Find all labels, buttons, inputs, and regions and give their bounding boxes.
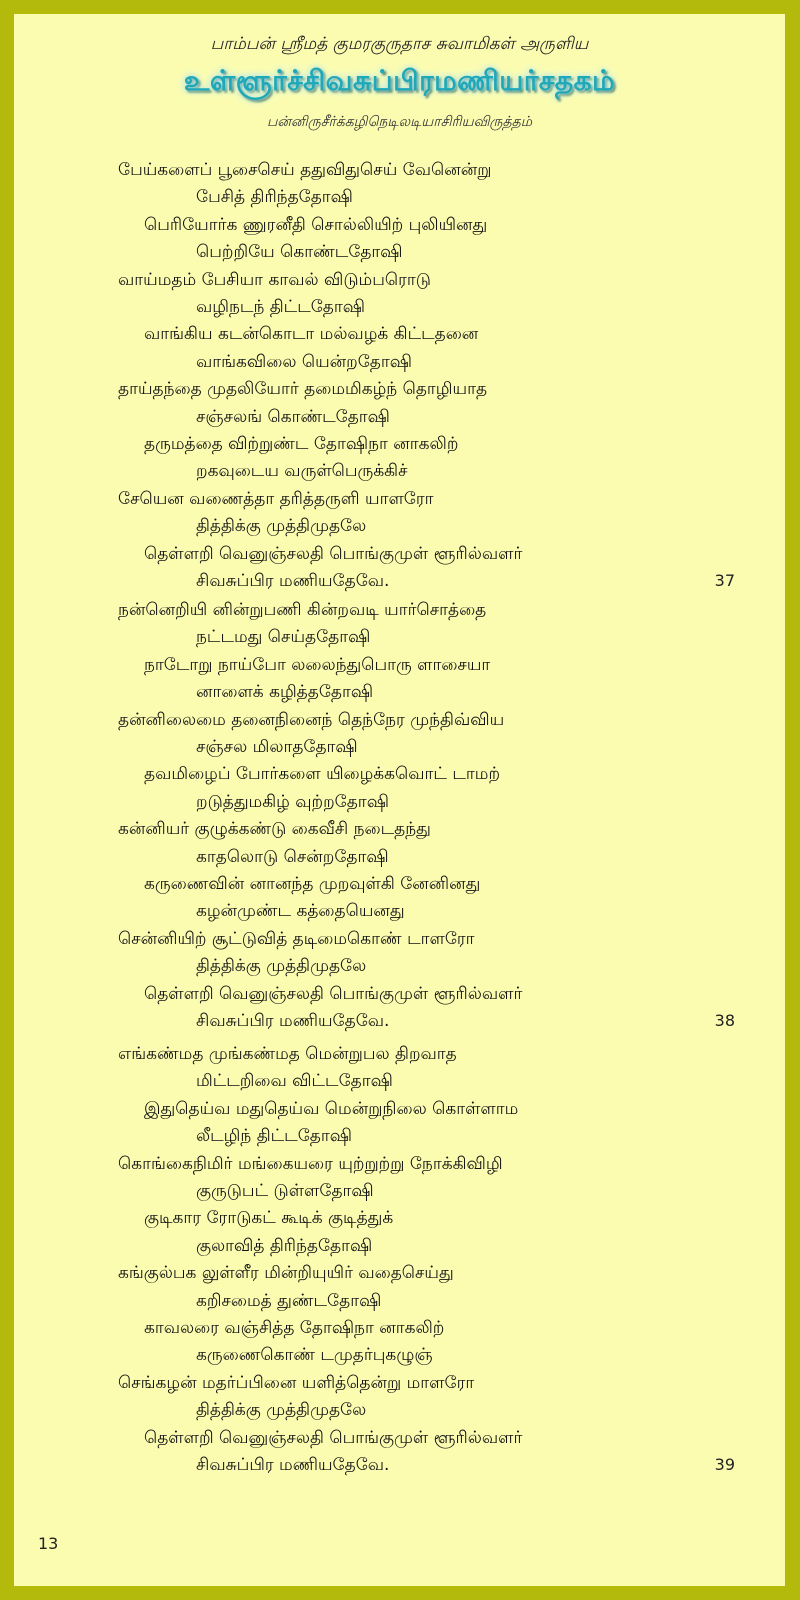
verse-line: தாய்தந்தை முதலியோர் தமைமிகழ்ந் தொழியாத [118, 379, 488, 400]
verse-line: எங்கண்மத முங்கண்மத மென்றுபல திறவாத [118, 1044, 457, 1064]
verse-line: பேசித் திரிந்ததோஷி [196, 187, 353, 208]
verse-line: கறிசமைத் துண்டதோஷி [196, 1290, 382, 1311]
verse-line: சிவசுப்பிர மணியதேவே. [196, 571, 390, 591]
verse-line: கொங்கைநிமிர் மங்கையரை யுற்றுற்று நோக்கிவிழி [118, 1153, 503, 1174]
verse-line: காவலரை வஞ்சித்த தோஷிநா னாகலிற் [144, 1318, 445, 1338]
verse-line: வழிநடந் திட்டதோஷி [196, 297, 365, 317]
verse-line: தவமிழைப் போர்களை யிழைக்கவொட் டாமற் [144, 764, 501, 785]
verse-line: சேயென வணைத்தா தரித்தருளி யாளரோ [118, 488, 434, 509]
verse-line: தெள்ளறி வெனுஞ்சலதி பொங்குமுள் ளூரில்வளர் [144, 543, 523, 564]
verse-line: தன்னிலைமை தனைநினைந் தெந்நேர முந்திவ்விய [118, 709, 505, 730]
verse-line: குடிகார ரோடுகட் கூடிக் குடித்துக் [144, 1208, 394, 1229]
verse-line: நன்னெறியி னின்றுபணி கின்றவடி யார்சொத்தை [118, 600, 487, 620]
verse-line: சிவசுப்பிர மணியதேவே. [196, 1455, 390, 1475]
verse-line: நாடோறு நாய்போ லலைந்துபொரு ளாசையா [144, 654, 491, 675]
header-attribution: பாம்பன் ஸ்ரீமத் குமரகுருதாச சுவாமிகள் அருளிய [210, 34, 589, 54]
verse-line: மிட்டறிவை விட்டதோஷி [196, 1071, 393, 1092]
verse-line: பேய்களைப் பூசைசெய் ததுவிதுசெய் வேனென்று [118, 160, 492, 180]
page-number: 13 [38, 1534, 59, 1553]
verse-line: குலாவித் திரிந்ததோஷி [196, 1235, 373, 1256]
verse-line: சஞ்சலங் கொண்டதோஷி [196, 406, 390, 427]
verse-number: 38 [714, 1011, 735, 1030]
verse-line: காதலொடு சென்றதோஷி [196, 846, 389, 867]
verse-line: கன்னியர் குழுக்கண்டு கைவீசி நடைதந்து [118, 819, 431, 840]
verse-line: தித்திக்கு முத்திமுதலே [196, 1400, 367, 1421]
page-title: உள்ளூர்ச்சிவசுப்பிரமணியர்சதகம் [183, 64, 616, 97]
verse-line: றகவுடைய வருள்பெருக்கிச் [196, 461, 408, 482]
verse-line: பெற்றியே கொண்டதோஷி [196, 242, 403, 263]
verse-line: தருமத்தை விற்றுண்ட தோஷிநா னாகலிற் [144, 434, 459, 454]
verse-line: கழன்முண்ட கத்தையெனது [196, 901, 405, 922]
verse-line: சென்னியிற் சூட்டுவித் தடிமைகொண் டாளரோ [118, 928, 475, 949]
verse-line: பெரியோர்க ணுரனீதி சொல்லியிற் புலியினது [144, 214, 488, 235]
verse-line: லீடழிந் திட்டதோஷி [196, 1126, 352, 1147]
verse-line: றடுத்துமகிழ் வுற்றதோஷி [196, 791, 389, 812]
verse-line: வாங்கவிலை யென்றதோஷி [196, 351, 412, 372]
verse-line: நட்டமது செய்ததோஷி [196, 627, 371, 648]
verse-line: சஞ்சல மிலாததோஷி [196, 737, 358, 757]
verse-line: செங்கழன் மதர்ப்பினை யளித்தென்று மாளரோ [118, 1372, 475, 1393]
verse-line: கருணைகொண் டமுதர்புகழுஞ் [196, 1345, 433, 1366]
verse-line: வாய்மதம் பேசியா காவல் விடும்பரொடு [118, 269, 431, 290]
verse-line: னாளைக் கழித்ததோஷி [196, 682, 374, 703]
verse-line: தெள்ளறி வெனுஞ்சலதி பொங்குமுள் ளூரில்வளர் [144, 1427, 523, 1448]
verse-line: வாங்கிய கடன்கொடா மல்வழக் கிட்டதனை [144, 324, 479, 345]
page-subtitle: பன்னிருசீர்க்கழிநெடிலடியாசிரியவிருத்தம் [266, 114, 533, 130]
verse-line: தித்திக்கு முத்திமுதலே [196, 956, 367, 977]
verse-line: சிவசுப்பிர மணியதேவே. [196, 1011, 390, 1031]
verse-line: தெள்ளறி வெனுஞ்சலதி பொங்குமுள் ளூரில்வளர் [144, 983, 523, 1004]
verse-number: 37 [714, 571, 735, 590]
verse-line: தித்திக்கு முத்திமுதலே [196, 516, 367, 537]
verse-line: கங்குல்பக லுள்ளீர மின்றியுயிர் வதைசெய்து [118, 1263, 454, 1284]
verse-line: இதுதெய்வ மதுதெய்வ மென்றுநிலை கொள்ளாம [144, 1098, 519, 1119]
page [14, 14, 785, 1586]
verse-line: கருணைவின் னானந்த முறவுள்கி னேனினது [144, 874, 481, 894]
verse-number: 39 [714, 1455, 735, 1474]
verse-line: குருடுபட் டுள்ளதோஷி [196, 1181, 374, 1201]
